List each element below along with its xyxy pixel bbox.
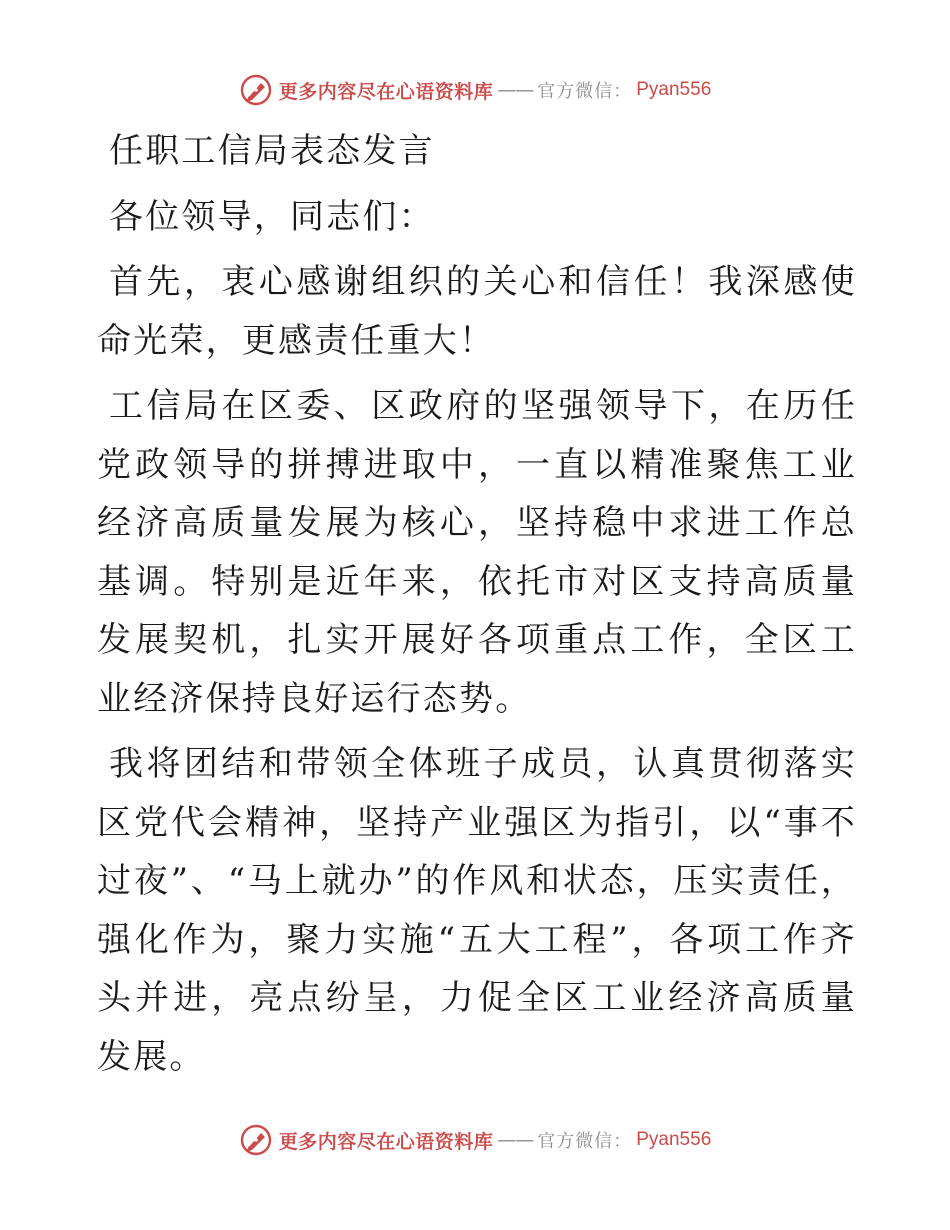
banner-wechat-id: Pyan556 — [636, 79, 712, 100]
banner-wechat-id: Pyan556 — [636, 1129, 712, 1150]
banner-wechat-label: 官方微信： — [537, 81, 633, 102]
document-body — [97, 122, 857, 1093]
pen-nib-circle-icon — [239, 73, 273, 107]
salutation: 各位领导，同志们： — [109, 196, 435, 237]
banner-main-text: 更多内容尽在心语资料库 — [278, 80, 494, 103]
paragraph: 首先，衷心感谢组织的关心和信任！我深感使命光荣，更感责任重大！ — [97, 262, 857, 361]
banner-separator: —— — [497, 1129, 534, 1151]
paragraph: 工信局在区委、区政府的坚强领导下，在历任党政领导的拼搏进取中，一直以精准聚焦工业经济高质量发展为核心，坚持稳中求进工作总基调。特别是近年来，依托市对区支持高质量发展契机，扎实开展好各项重点工作，全区工业经济保持良好运行态势。 — [97, 386, 857, 719]
footer-banner — [0, 1120, 950, 1160]
banner-separator: —— — [497, 79, 534, 101]
banner-main-text: 更多内容尽在心语资料库 — [278, 1130, 494, 1153]
pen-nib-circle-icon — [239, 1123, 273, 1157]
document-title: 任职工信局表态发言 — [109, 131, 435, 171]
banner-wechat-label: 官方微信： — [537, 1131, 633, 1152]
paragraph: 我将团结和带领全体班子成员，认真贯彻落实区党代会精神，坚持产业强区为指引，以“事不过夜”、“马上就办”的作风和状态，压实责任，强化作为，聚力实施“五大工程”，各项工作齐头并进，亮点纷呈，力促全区工业经济高质量发展。 — [97, 744, 857, 1077]
header-banner — [0, 70, 950, 110]
